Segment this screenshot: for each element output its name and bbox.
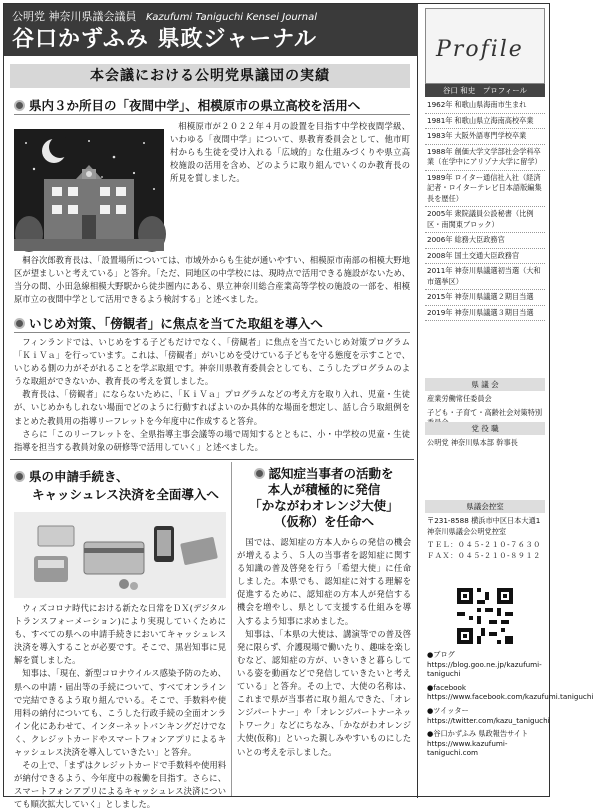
section-heading-night-school (14, 96, 360, 114)
party-role-heading: 党 役 職 (425, 422, 545, 435)
divider (10, 459, 414, 460)
divider (14, 332, 410, 333)
school-night-icon (14, 129, 164, 251)
timeline-entry (425, 249, 545, 265)
timeline-text: 神奈川県議選３期目当選 (454, 307, 534, 317)
school-at-night-illustration (14, 129, 164, 251)
paragraph: ウィズコロナ時代における新たな日常をＤＸ(デジタルトランスフォーメーション)により実現していくためにも、すべての県への申請手続きにおいてキャッシュレス決済を導入することが必要です。そこで、黒岩知事に見解を質しました。 (14, 603, 226, 666)
section-heading-bullying (14, 314, 323, 332)
section-body-night-school-a (170, 120, 410, 252)
bullet-icon (14, 318, 25, 329)
column-divider (231, 462, 232, 796)
paragraph: フィンランドでは、いじめをする子どもだけでなく、「傍観者」に焦点を当てたいじめ対策プログラム「ＫｉＶａ」を行っています。これは、「傍観者」がいじめを受けている子どもを守る態度を示すことで、いじめる側の力がそがれることを学ぶ取組です。神奈川県教育委員会としても、こうしたプログラムのような取組ができないか、教育長の考えを質しました。 (14, 337, 410, 387)
paragraph: その上で、「まずはクレジットカードで手数料や使用料が納付できるよう、今年度中の稼働を目指す。さらに、スマートフォンアプリによるキャッシュレス決済についても順次拡大していく」としました。 (14, 760, 226, 810)
timeline-year: 2006年 (427, 235, 453, 244)
masthead-title: 谷口かずふみ 県政ジャーナル (12, 27, 318, 52)
section-heading-text: いじめ対策、「傍観者」に焦点を当てた取組を導入へ (29, 316, 323, 331)
report-site-label: ●谷口かずふみ 県政報告サイト (427, 729, 529, 739)
section-heading-text: 本人が積極的に発信 (267, 482, 381, 497)
timeline-year: 2015年 (427, 292, 453, 301)
council-heading: 県 議 会 (425, 378, 545, 391)
office-contact (427, 516, 545, 561)
facebook-label: ●facebook (427, 682, 467, 692)
profile-script-title: Profile (436, 37, 524, 62)
social-links (427, 650, 593, 758)
section-heading-text: キャッシュレス決済を全面導入へ (32, 487, 219, 502)
timeline-year: 2019年 (427, 307, 453, 317)
profile-header-box (425, 8, 545, 84)
timeline-text: 和歌山県海南市生まれ (454, 100, 527, 109)
office-heading: 県議会控室 (425, 500, 545, 513)
party-role: 公明党 神奈川県本部 幹事長 (427, 438, 518, 447)
profile-name-bar: 谷口 和史 プロフィール (425, 84, 545, 97)
timeline-year: 1981年 (427, 115, 453, 125)
timeline-entry (425, 290, 545, 306)
payment-cards-icon (14, 512, 226, 598)
section-heading-cashless (14, 468, 219, 504)
section-heading-text: 県内３か所目の「夜間中学」、相模原市の県立高校を活用へ (29, 98, 361, 113)
section-body-bullying (14, 336, 410, 456)
report-site-link[interactable]: https://www.kazufumi-taniguchi.com (427, 738, 508, 758)
section-heading-orange-ambassador (236, 466, 412, 530)
feature-banner: 本会議における公明党県議団の実績 (10, 64, 410, 88)
timeline-entry (425, 306, 545, 322)
section-body-night-school-b (14, 254, 410, 308)
qr-code-icon[interactable] (457, 588, 513, 644)
paragraph: 桐谷次郎教育長は、「設置場所については、市域外からも生徒が通いやすい、相模原市南部の相模大野地区が望ましいと考えている」と答弁。「ただ、同地区の中学校には、現時点で活用できる施設がないため、当分の間、小田急線相模大野駅から徒歩圏内にある、県立神奈川総合産業高等学校の施設の一部を、相模原市立の夜間中学として活用できるよう検討する」と述べました。 (14, 255, 410, 305)
timeline-entry (425, 171, 545, 208)
bullet-icon (14, 471, 25, 482)
office-address: 〒231-8588 横浜市中区日本大通1 神奈川県議会公明党控室 (427, 516, 541, 536)
section-heading-text: 県の申請手続き、 (29, 469, 129, 484)
office-tel: ＴＥＬ：０４５-２１０-７６３０ (427, 540, 541, 549)
masthead-party-line: 公明党 神奈川県議会議員 (12, 10, 137, 23)
career-timeline (425, 98, 545, 321)
timeline-text: 和歌山県立海南高校卒業 (454, 115, 534, 125)
masthead-english: Kazufumi Taniguchi Kensei Journal (146, 12, 318, 23)
timeline-entry (425, 264, 545, 290)
timeline-year: 2005年 (427, 209, 453, 218)
masthead (4, 4, 418, 56)
timeline-text: ロイター通信社入社（経済記者・ロイターテレビ日本語版編集長を歴任） (427, 172, 542, 203)
timeline-year: 2011年 (427, 266, 453, 275)
timeline-year: 1962年 (427, 100, 453, 109)
timeline-year: 1989年 (427, 172, 453, 182)
bullet-icon (14, 100, 25, 111)
main-column (4, 56, 418, 810)
section-heading-text: 認知症当事者の活動を (268, 466, 394, 481)
timeline-text: 神奈川県議選初当選（大和市選挙区） (427, 266, 541, 286)
section-body-orange-ambassador (237, 536, 411, 798)
paragraph: 相模原市が２０２２年４月の設置を目指す中学校夜間学級、いわゆる「夜間中学」について、県教育委員会として、他市町村からも生徒を受け入れる「広域的」な仕組みづくりや県立高校施設の活用を含め、どのように取り組んでいくのか教育長の所見を質しました。 (170, 121, 410, 184)
paragraph: 知事は、「現在、新型コロナウイルス感染予防のため、県への申請・届出等の手続について、すべてオンラインで完結できるよう取り組んでいる。そこで、手数料や使用料の納付についても、こうした行政手続の全面オンライン化にあわせて、インターネットバンキングだけでなく、クレジットカードやスマートフォンアプリによるキャッシュレス決済を導入していきたい」と答弁。 (14, 668, 226, 758)
timeline-entry (425, 114, 545, 130)
paragraph: 国では、認知症の方本人からの発信の機会が増えるよう、５人の当事者を認知症に関する知識の普及啓発を行う「希望大使」に任命しました。本県でも、認知症に対する理解を促進するために、認知症の方本人が発信する機会を増やし、県として支援する仕組みを導入するよう知事に求めました。 (237, 537, 411, 626)
timeline-text: 衆院議員公設秘書（比例区・南関東ブロック） (427, 209, 534, 229)
paragraph: 教育長は、「傍観者」にならないために、「ＫｉＶａ」プログラムなどの考え方を取り入れ、児童・生徒が、いじめかもしれない場面でどのように行動すればよいのか具体的な場面を想定し、話し合う取組例をまとめた教員用の指導リーフレットを今年度中に作成すると答弁。 (14, 389, 410, 426)
timeline-year: 1988年 (427, 146, 453, 156)
timeline-text: 大阪外語専門学校卒業 (454, 131, 527, 140)
timeline-text: 創価大学文学部社会学科卒業（在学中にアリゾナ大学に留学） (427, 146, 542, 166)
blog-label: ●ブログ (427, 650, 455, 659)
twitter-label: ●ツイッター (427, 705, 469, 715)
committee-item: 産業労働常任委員会 (427, 394, 492, 403)
paragraph: 知事は、「本県の大使は、講演等での普及啓発に限らず、介護現場で働いたり、趣味を楽しむなど、認知症の方が、いきいきと暮らしている姿を動画などで発信していきたいと考えている」と答弁。その上で、大使の名称は、これまで県が当事者に取り組んできた、「オレンジパートナー」や「オレンジパートナーネットワーク」などにちなみ、「かながわオレンジ大使(仮称)」といった親しみやすいものにしたいとの考えを示しました。 (237, 628, 411, 757)
paragraph: さらに「このリーフレットを、全県指導主事会議等の場で周知するとともに、小・中学校の児童・生徒指導を担当する教員対象の研修等で活用していく」と述べました。 (14, 428, 410, 452)
section-heading-text: （仮称）を任命へ (273, 514, 374, 529)
section-heading-text: 「かながわオレンジ大使」 (249, 498, 399, 513)
twitter-link[interactable]: https://twitter.com/kazu_taniguchi (427, 715, 550, 725)
committee-item: 子ども・子育て・高齢社会対策特別 (427, 407, 543, 417)
office-fax: ＦＡＸ：０４５-２１０-８９１２ (427, 550, 541, 560)
section-body-cashless (14, 602, 226, 810)
timeline-entry (425, 129, 545, 145)
journal-page (3, 3, 593, 810)
timeline-text: 総務大臣政務官 (454, 235, 505, 244)
cashless-payment-illustration (14, 512, 226, 598)
timeline-entry (425, 207, 545, 233)
timeline-text: 国土交通大臣政務官 (454, 250, 520, 260)
blog-link[interactable]: https://blog.goo.ne.jp/kazufumi-taniguchi (427, 659, 542, 679)
timeline-year: 1983年 (427, 131, 453, 140)
divider (14, 114, 410, 115)
facebook-link[interactable]: https://www.facebook.com/kazufumi.taniguchi (427, 692, 593, 702)
bullet-icon (254, 468, 265, 479)
timeline-entry (425, 98, 545, 114)
profile-sidebar (419, 4, 593, 798)
timeline-entry (425, 145, 545, 171)
timeline-year: 2008年 (427, 250, 453, 260)
timeline-entry (425, 233, 545, 249)
timeline-text: 神奈川県議選２期目当選 (454, 292, 534, 301)
